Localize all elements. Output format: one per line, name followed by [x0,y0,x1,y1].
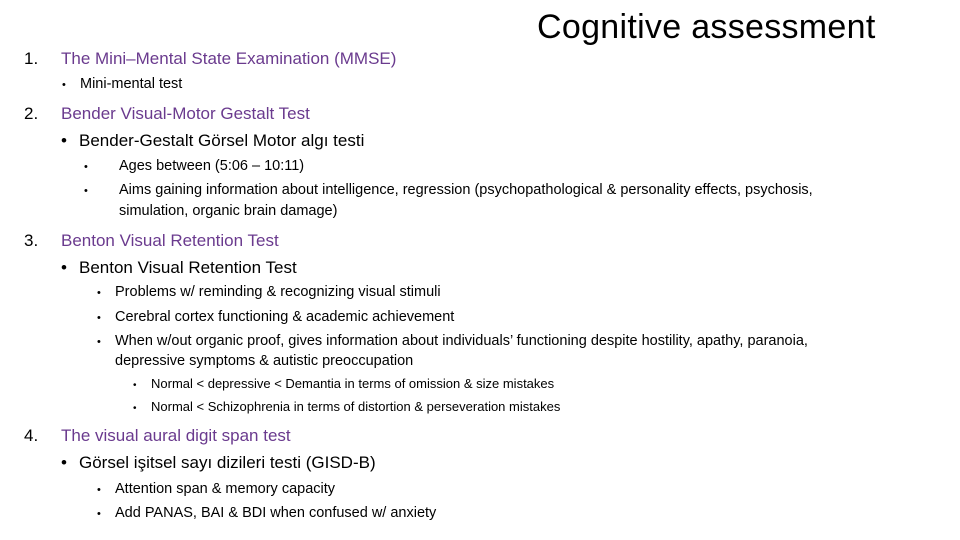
bullet-icon: • [97,508,101,520]
bullet-icon: • [97,336,101,348]
section-3-detail-1 [97,283,441,302]
bullet-icon: • [97,312,101,324]
section-2-sub-text: Bender-Gestalt Görsel Motor algı testi [79,131,365,150]
section-4-detail-2-text: Add PANAS, BAI & BDI when confused w/ anxiety [115,505,437,521]
section-4-detail-1 [97,480,335,499]
section-3-detail-3-text: When w/out organic proof, gives information about individuals’ functioning despite hostility, apathy, paranoia, [115,333,808,349]
section-4-sub-text: Görsel işitsel sayı dizileri testi (GISD-B) [79,453,376,472]
section-1-sub-text: Mini-mental test [80,76,183,92]
section-3-detail-2 [97,308,454,327]
slide-title: Cognitive assessment [537,8,876,46]
section-2-heading: Bender Visual-Motor Gestalt Test [61,104,310,123]
section-3-subdetail-1 [133,376,554,394]
bullet-icon: • [61,258,67,277]
bullet-icon: • [62,79,66,91]
section-3-subdetail-1-text: Normal < depressive < Demantia in terms of omission & size mistakes [151,376,555,391]
section-4-detail-1-text: Attention span & memory capacity [115,481,336,497]
section-4-number: 4. [24,426,39,445]
section-3-sub-text: Benton Visual Retention Test [79,258,297,277]
bullet-icon: • [61,453,67,472]
section-3-subdetail-2-text: Normal < Schizophrenia in terms of distortion & perseveration mistakes [151,399,561,414]
bullet-icon: • [84,161,88,173]
bullet-icon: • [61,131,67,150]
bullet-icon: • [133,380,137,391]
section-4-heading: The visual aural digit span test [61,426,291,445]
section-3-heading: Benton Visual Retention Test [61,231,279,250]
bullet-icon: • [133,403,137,414]
section-3-detail-3-cont: depressive symptoms & autistic preoccupation [115,353,414,369]
section-2-detail-1 [84,157,304,176]
section-3-subdetail-2 [133,399,560,417]
section-2-detail-2-cont: simulation, organic brain damage) [119,203,338,219]
section-2-detail-2 [84,181,813,200]
section-4-detail-2 [97,504,436,523]
section-3-number: 3. [24,231,39,250]
section-1-heading: The Mini–Mental State Examination (MMSE) [61,49,397,68]
bullet-icon: • [97,484,101,496]
section-2-detail-1-text: Ages between (5:06 – 10:11) [119,158,305,174]
section-2-number: 2. [24,104,39,123]
section-4-sub [61,453,376,473]
section-1-sub [62,75,182,94]
bullet-icon: • [84,185,88,197]
section-3-detail-2-text: Cerebral cortex functioning & academic achievement [115,309,455,325]
section-2-sub [61,131,364,151]
bullet-icon: • [97,287,101,299]
section-3-detail-3 [97,332,808,351]
section-3-detail-1-text: Problems w/ reminding & recognizing visual stimuli [115,284,441,300]
section-3-sub [61,258,297,278]
section-1-number: 1. [24,49,39,68]
section-2-detail-2-text: Aims gaining information about intelligence, regression (psychopathological & personality effects, psychosis, [119,182,813,198]
